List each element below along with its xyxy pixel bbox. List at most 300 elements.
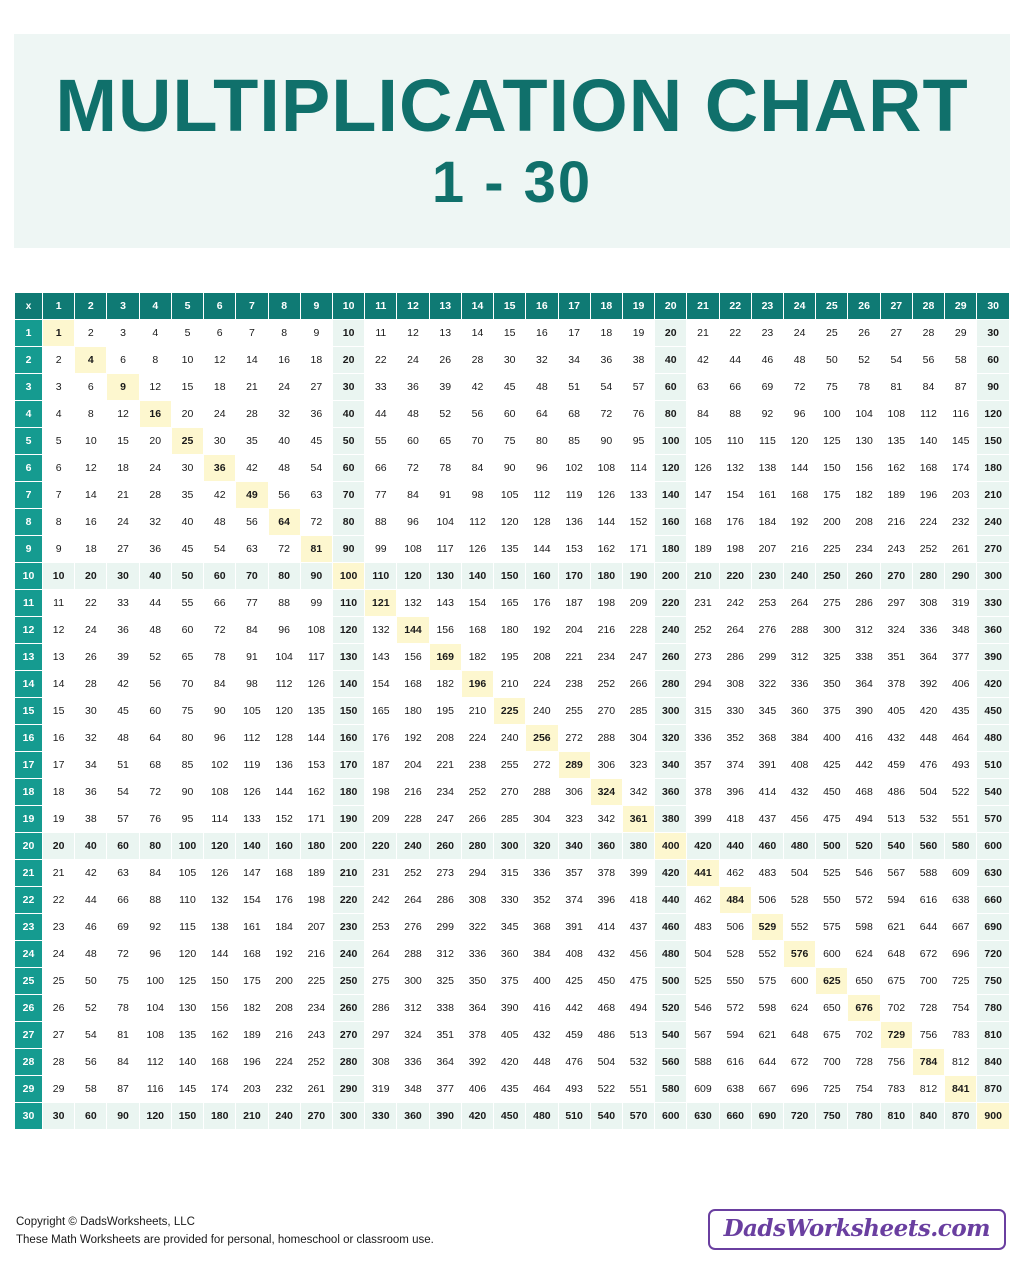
cell-6x22: 132: [719, 455, 751, 482]
cell-19x13: 247: [429, 806, 461, 833]
cell-28x24: 672: [784, 1049, 816, 1076]
cell-30x24: 720: [784, 1103, 816, 1130]
cell-27x18: 486: [590, 1022, 622, 1049]
cell-20x2: 40: [75, 833, 107, 860]
cell-24x8: 192: [268, 941, 300, 968]
cell-6x15: 90: [494, 455, 526, 482]
cell-23x27: 621: [880, 914, 912, 941]
cell-2x15: 30: [494, 347, 526, 374]
cell-9x14: 126: [461, 536, 493, 563]
cell-24x21: 504: [687, 941, 719, 968]
cell-30x9: 270: [300, 1103, 332, 1130]
cell-1x28: 28: [912, 320, 944, 347]
row-header-13: 13: [15, 644, 43, 671]
cell-12x18: 216: [590, 617, 622, 644]
cell-20x15: 300: [494, 833, 526, 860]
cell-7x6: 42: [204, 482, 236, 509]
cell-21x11: 231: [365, 860, 397, 887]
cell-18x28: 504: [912, 779, 944, 806]
cell-12x26: 312: [848, 617, 880, 644]
cell-23x4: 92: [139, 914, 171, 941]
cell-12x19: 228: [622, 617, 654, 644]
cell-12x6: 72: [204, 617, 236, 644]
cell-9x19: 171: [622, 536, 654, 563]
cell-30x23: 690: [751, 1103, 783, 1130]
cell-20x17: 340: [558, 833, 590, 860]
cell-4x15: 60: [494, 401, 526, 428]
cell-30x3: 90: [107, 1103, 139, 1130]
cell-24x19: 456: [622, 941, 654, 968]
cell-16x12: 192: [397, 725, 429, 752]
cell-23x2: 46: [75, 914, 107, 941]
row-header-8: 8: [15, 509, 43, 536]
cell-13x18: 234: [590, 644, 622, 671]
row-header-2: 2: [15, 347, 43, 374]
cell-24x2: 48: [75, 941, 107, 968]
cell-15x20: 300: [655, 698, 687, 725]
cell-20x25: 500: [816, 833, 848, 860]
cell-17x6: 102: [204, 752, 236, 779]
cell-22x16: 352: [526, 887, 558, 914]
cell-16x25: 400: [816, 725, 848, 752]
table-row: [15, 1103, 1010, 1130]
cell-5x20: 100: [655, 428, 687, 455]
cell-5x21: 105: [687, 428, 719, 455]
cell-26x18: 468: [590, 995, 622, 1022]
cell-22x24: 528: [784, 887, 816, 914]
cell-26x17: 442: [558, 995, 590, 1022]
cell-8x5: 40: [171, 509, 203, 536]
cell-9x18: 162: [590, 536, 622, 563]
cell-18x10: 180: [332, 779, 364, 806]
cell-2x20: 40: [655, 347, 687, 374]
cell-5x22: 110: [719, 428, 751, 455]
cell-3x18: 54: [590, 374, 622, 401]
cell-21x1: 21: [43, 860, 75, 887]
column-header-29: 29: [945, 293, 977, 320]
cell-25x7: 175: [236, 968, 268, 995]
cell-16x26: 416: [848, 725, 880, 752]
cell-5x30: 150: [977, 428, 1010, 455]
row-header-12: 12: [15, 617, 43, 644]
cell-10x10: 100: [332, 563, 364, 590]
cell-8x21: 168: [687, 509, 719, 536]
column-header-6: 6: [204, 293, 236, 320]
cell-30x26: 780: [848, 1103, 880, 1130]
cell-18x16: 288: [526, 779, 558, 806]
cell-17x18: 306: [590, 752, 622, 779]
cell-23x19: 437: [622, 914, 654, 941]
cell-19x1: 19: [43, 806, 75, 833]
cell-26x30: 780: [977, 995, 1010, 1022]
cell-18x30: 540: [977, 779, 1010, 806]
cell-22x27: 594: [880, 887, 912, 914]
cell-22x8: 176: [268, 887, 300, 914]
cell-10x8: 80: [268, 563, 300, 590]
cell-12x5: 60: [171, 617, 203, 644]
cell-2x22: 44: [719, 347, 751, 374]
row-header-30: 30: [15, 1103, 43, 1130]
cell-17x7: 119: [236, 752, 268, 779]
cell-13x29: 377: [945, 644, 977, 671]
cell-29x21: 609: [687, 1076, 719, 1103]
cell-27x20: 540: [655, 1022, 687, 1049]
cell-18x3: 54: [107, 779, 139, 806]
cell-4x6: 24: [204, 401, 236, 428]
column-header-22: 22: [719, 293, 751, 320]
cell-9x28: 252: [912, 536, 944, 563]
cell-12x11: 132: [365, 617, 397, 644]
cell-3x11: 33: [365, 374, 397, 401]
cell-5x11: 55: [365, 428, 397, 455]
cell-12x8: 96: [268, 617, 300, 644]
cell-13x25: 325: [816, 644, 848, 671]
cell-11x15: 165: [494, 590, 526, 617]
cell-7x14: 98: [461, 482, 493, 509]
cell-3x29: 87: [945, 374, 977, 401]
cell-21x29: 609: [945, 860, 977, 887]
cell-28x5: 140: [171, 1049, 203, 1076]
cell-24x29: 696: [945, 941, 977, 968]
cell-9x10: 90: [332, 536, 364, 563]
cell-9x15: 135: [494, 536, 526, 563]
table-row: [15, 320, 1010, 347]
cell-19x3: 57: [107, 806, 139, 833]
cell-30x18: 540: [590, 1103, 622, 1130]
cell-7x13: 91: [429, 482, 461, 509]
cell-10x11: 110: [365, 563, 397, 590]
cell-1x23: 23: [751, 320, 783, 347]
cell-30x20: 600: [655, 1103, 687, 1130]
cell-28x30: 840: [977, 1049, 1010, 1076]
cell-11x1: 11: [43, 590, 75, 617]
cell-10x7: 70: [236, 563, 268, 590]
cell-19x30: 570: [977, 806, 1010, 833]
cell-25x13: 325: [429, 968, 461, 995]
table-corner-label: x: [15, 293, 43, 320]
cell-14x7: 98: [236, 671, 268, 698]
cell-5x2: 10: [75, 428, 107, 455]
cell-18x5: 90: [171, 779, 203, 806]
cell-19x27: 513: [880, 806, 912, 833]
row-header-11: 11: [15, 590, 43, 617]
table-row: [15, 779, 1010, 806]
cell-5x28: 140: [912, 428, 944, 455]
row-header-17: 17: [15, 752, 43, 779]
cell-16x28: 448: [912, 725, 944, 752]
cell-6x14: 84: [461, 455, 493, 482]
cell-27x30: 810: [977, 1022, 1010, 1049]
cell-15x4: 60: [139, 698, 171, 725]
cell-2x17: 34: [558, 347, 590, 374]
cell-9x27: 243: [880, 536, 912, 563]
cell-13x15: 195: [494, 644, 526, 671]
column-header-5: 5: [171, 293, 203, 320]
cell-29x30: 870: [977, 1076, 1010, 1103]
cell-29x11: 319: [365, 1076, 397, 1103]
column-header-20: 20: [655, 293, 687, 320]
cell-4x10: 40: [332, 401, 364, 428]
cell-14x15: 210: [494, 671, 526, 698]
column-header-21: 21: [687, 293, 719, 320]
cell-29x13: 377: [429, 1076, 461, 1103]
cell-10x24: 240: [784, 563, 816, 590]
footer: [16, 1209, 1006, 1250]
cell-26x24: 624: [784, 995, 816, 1022]
cell-16x8: 128: [268, 725, 300, 752]
cell-14x27: 378: [880, 671, 912, 698]
cell-25x30: 750: [977, 968, 1010, 995]
cell-4x30: 120: [977, 401, 1010, 428]
cell-2x18: 36: [590, 347, 622, 374]
cell-25x18: 450: [590, 968, 622, 995]
cell-3x8: 24: [268, 374, 300, 401]
cell-20x13: 260: [429, 833, 461, 860]
cell-6x2: 12: [75, 455, 107, 482]
cell-1x21: 21: [687, 320, 719, 347]
cell-9x2: 18: [75, 536, 107, 563]
cell-21x23: 483: [751, 860, 783, 887]
cell-22x22: 484: [719, 887, 751, 914]
cell-3x16: 48: [526, 374, 558, 401]
table-row: [15, 401, 1010, 428]
cell-10x6: 60: [204, 563, 236, 590]
cell-15x27: 405: [880, 698, 912, 725]
cell-16x2: 32: [75, 725, 107, 752]
cell-22x23: 506: [751, 887, 783, 914]
cell-28x15: 420: [494, 1049, 526, 1076]
column-header-25: 25: [816, 293, 848, 320]
cell-15x6: 90: [204, 698, 236, 725]
cell-23x26: 598: [848, 914, 880, 941]
cell-6x19: 114: [622, 455, 654, 482]
cell-21x12: 252: [397, 860, 429, 887]
cell-5x23: 115: [751, 428, 783, 455]
cell-27x23: 621: [751, 1022, 783, 1049]
table-row: [15, 671, 1010, 698]
cell-22x3: 66: [107, 887, 139, 914]
cell-9x21: 189: [687, 536, 719, 563]
row-header-19: 19: [15, 806, 43, 833]
cell-22x26: 572: [848, 887, 880, 914]
cell-26x10: 260: [332, 995, 364, 1022]
cell-13x6: 78: [204, 644, 236, 671]
cell-8x9: 72: [300, 509, 332, 536]
cell-17x1: 17: [43, 752, 75, 779]
cell-5x9: 45: [300, 428, 332, 455]
cell-21x21: 441: [687, 860, 719, 887]
cell-28x16: 448: [526, 1049, 558, 1076]
cell-11x19: 209: [622, 590, 654, 617]
cell-12x2: 24: [75, 617, 107, 644]
cell-13x8: 104: [268, 644, 300, 671]
cell-15x12: 180: [397, 698, 429, 725]
cell-14x29: 406: [945, 671, 977, 698]
cell-3x2: 6: [75, 374, 107, 401]
cell-8x4: 32: [139, 509, 171, 536]
cell-15x29: 435: [945, 698, 977, 725]
cell-20x19: 380: [622, 833, 654, 860]
cell-27x16: 432: [526, 1022, 558, 1049]
cell-5x19: 95: [622, 428, 654, 455]
cell-1x17: 17: [558, 320, 590, 347]
cell-12x21: 252: [687, 617, 719, 644]
cell-30x28: 840: [912, 1103, 944, 1130]
table-row: [15, 833, 1010, 860]
cell-24x6: 144: [204, 941, 236, 968]
cell-6x17: 102: [558, 455, 590, 482]
cell-9x9: 81: [300, 536, 332, 563]
cell-28x11: 308: [365, 1049, 397, 1076]
cell-26x29: 754: [945, 995, 977, 1022]
cell-1x25: 25: [816, 320, 848, 347]
cell-27x28: 756: [912, 1022, 944, 1049]
cell-20x11: 220: [365, 833, 397, 860]
cell-18x27: 486: [880, 779, 912, 806]
cell-8x11: 88: [365, 509, 397, 536]
cell-24x23: 552: [751, 941, 783, 968]
cell-15x19: 285: [622, 698, 654, 725]
cell-15x9: 135: [300, 698, 332, 725]
cell-30x7: 210: [236, 1103, 268, 1130]
cell-20x29: 580: [945, 833, 977, 860]
cell-26x15: 390: [494, 995, 526, 1022]
cell-19x22: 418: [719, 806, 751, 833]
cell-22x18: 396: [590, 887, 622, 914]
table-row: [15, 698, 1010, 725]
cell-3x15: 45: [494, 374, 526, 401]
cell-10x18: 180: [590, 563, 622, 590]
cell-15x28: 420: [912, 698, 944, 725]
cell-29x8: 232: [268, 1076, 300, 1103]
cell-26x22: 572: [719, 995, 751, 1022]
cell-22x20: 440: [655, 887, 687, 914]
cell-29x9: 261: [300, 1076, 332, 1103]
cell-2x12: 24: [397, 347, 429, 374]
table-row: [15, 482, 1010, 509]
cell-17x25: 425: [816, 752, 848, 779]
cell-11x17: 187: [558, 590, 590, 617]
table-row: [15, 995, 1010, 1022]
cell-20x27: 540: [880, 833, 912, 860]
cell-22x28: 616: [912, 887, 944, 914]
cell-11x2: 22: [75, 590, 107, 617]
cell-30x15: 450: [494, 1103, 526, 1130]
cell-19x7: 133: [236, 806, 268, 833]
cell-3x24: 72: [784, 374, 816, 401]
cell-17x22: 374: [719, 752, 751, 779]
table-row: [15, 590, 1010, 617]
usage-text: These Math Worksheets are provided for personal, homeschool or classroom use.: [16, 1234, 434, 1247]
cell-1x12: 12: [397, 320, 429, 347]
column-header-10: 10: [332, 293, 364, 320]
cell-17x28: 476: [912, 752, 944, 779]
cell-16x15: 240: [494, 725, 526, 752]
cell-29x20: 580: [655, 1076, 687, 1103]
cell-30x12: 360: [397, 1103, 429, 1130]
table-row: [15, 914, 1010, 941]
cell-17x17: 289: [558, 752, 590, 779]
cell-12x23: 276: [751, 617, 783, 644]
cell-14x2: 28: [75, 671, 107, 698]
cell-8x19: 152: [622, 509, 654, 536]
cell-15x11: 165: [365, 698, 397, 725]
cell-3x26: 78: [848, 374, 880, 401]
cell-9x6: 54: [204, 536, 236, 563]
cell-28x21: 588: [687, 1049, 719, 1076]
column-header-23: 23: [751, 293, 783, 320]
cell-30x8: 240: [268, 1103, 300, 1130]
cell-14x26: 364: [848, 671, 880, 698]
cell-20x24: 480: [784, 833, 816, 860]
cell-15x25: 375: [816, 698, 848, 725]
cell-11x20: 220: [655, 590, 687, 617]
cell-15x23: 345: [751, 698, 783, 725]
cell-14x25: 350: [816, 671, 848, 698]
cell-23x9: 207: [300, 914, 332, 941]
cell-15x24: 360: [784, 698, 816, 725]
cell-11x18: 198: [590, 590, 622, 617]
cell-11x8: 88: [268, 590, 300, 617]
table-header-row: [15, 293, 1010, 320]
column-header-8: 8: [268, 293, 300, 320]
cell-26x5: 130: [171, 995, 203, 1022]
cell-28x9: 252: [300, 1049, 332, 1076]
cell-12x22: 264: [719, 617, 751, 644]
cell-1x13: 13: [429, 320, 461, 347]
cell-4x21: 84: [687, 401, 719, 428]
cell-7x25: 175: [816, 482, 848, 509]
cell-9x25: 225: [816, 536, 848, 563]
cell-26x23: 598: [751, 995, 783, 1022]
cell-30x11: 330: [365, 1103, 397, 1130]
cell-12x4: 48: [139, 617, 171, 644]
cell-3x22: 66: [719, 374, 751, 401]
cell-26x3: 78: [107, 995, 139, 1022]
cell-19x16: 304: [526, 806, 558, 833]
cell-10x29: 290: [945, 563, 977, 590]
multiplication-table-container: [14, 292, 1010, 1130]
cell-13x19: 247: [622, 644, 654, 671]
row-header-3: 3: [15, 374, 43, 401]
column-header-1: 1: [43, 293, 75, 320]
cell-11x9: 99: [300, 590, 332, 617]
cell-16x11: 176: [365, 725, 397, 752]
cell-23x16: 368: [526, 914, 558, 941]
cell-23x14: 322: [461, 914, 493, 941]
cell-8x28: 224: [912, 509, 944, 536]
column-header-14: 14: [461, 293, 493, 320]
cell-9x4: 36: [139, 536, 171, 563]
cell-18x26: 468: [848, 779, 880, 806]
dadsworksheets-logo[interactable]: [708, 1209, 1006, 1250]
cell-19x23: 437: [751, 806, 783, 833]
cell-11x28: 308: [912, 590, 944, 617]
cell-26x9: 234: [300, 995, 332, 1022]
cell-23x10: 230: [332, 914, 364, 941]
cell-5x29: 145: [945, 428, 977, 455]
cell-19x18: 342: [590, 806, 622, 833]
cell-15x30: 450: [977, 698, 1010, 725]
cell-1x14: 14: [461, 320, 493, 347]
cell-16x16: 256: [526, 725, 558, 752]
cell-23x8: 184: [268, 914, 300, 941]
cell-18x9: 162: [300, 779, 332, 806]
row-header-1: 1: [15, 320, 43, 347]
cell-12x12: 144: [397, 617, 429, 644]
cell-4x9: 36: [300, 401, 332, 428]
cell-14x16: 224: [526, 671, 558, 698]
